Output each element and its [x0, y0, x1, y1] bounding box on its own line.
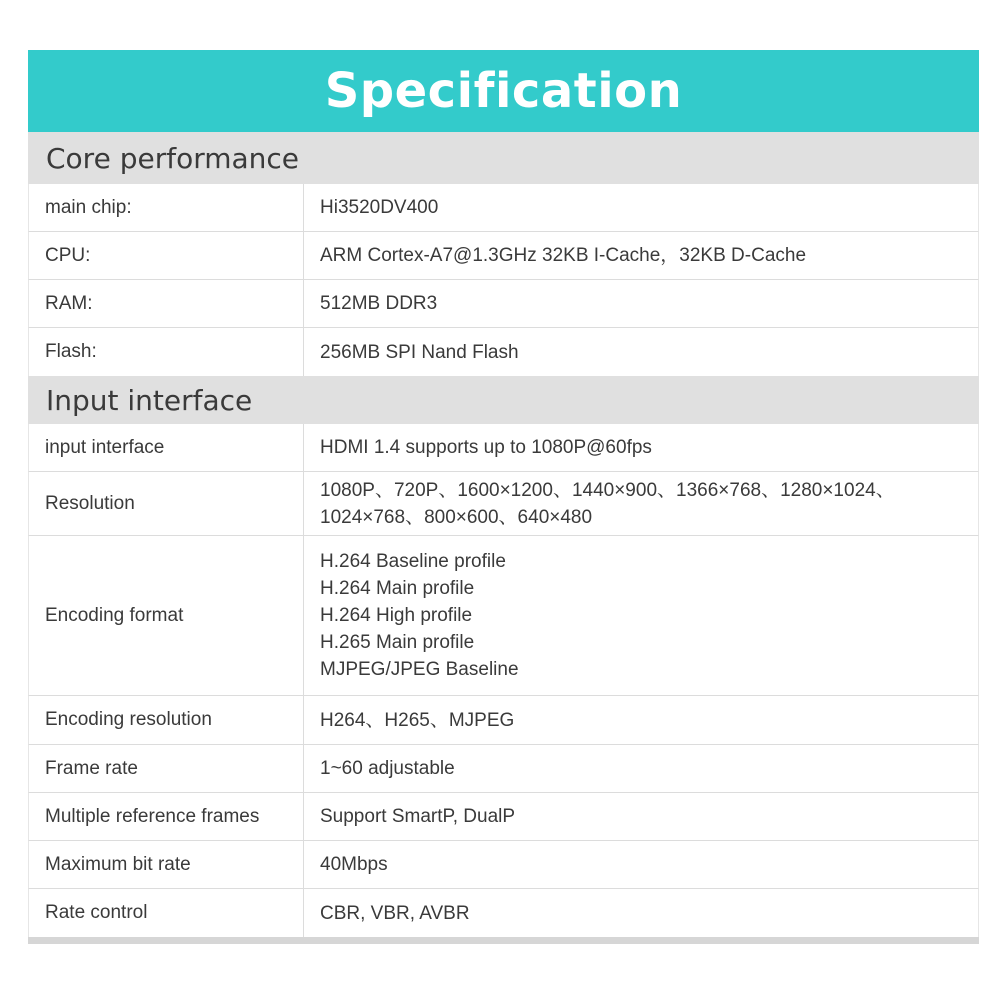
spec-value-line: 40Mbps	[320, 854, 388, 875]
spec-label: Encoding format	[29, 536, 304, 695]
spec-row	[28, 536, 979, 696]
spec-value-line: ARM Cortex-A7@1.3GHz 32KB I-Cache，32KB D-Cache	[320, 245, 807, 266]
page-title: Specification	[324, 63, 683, 119]
spec-row	[28, 232, 979, 280]
spec-value-line: H.264 Baseline profile	[320, 551, 506, 572]
spec-value-line: Hi3520DV400	[320, 197, 439, 218]
spec-label: main chip:	[29, 184, 304, 231]
spec-value-line: 256MB SPI Nand Flash	[320, 341, 519, 363]
spec-row	[28, 793, 979, 841]
spec-value-line: H.264 Main profile	[320, 578, 475, 599]
spec-value	[304, 232, 978, 279]
spec-row	[28, 424, 979, 472]
spec-value-line: CBR, VBR, AVBR	[320, 902, 470, 924]
spec-row	[28, 889, 979, 937]
title-banner	[28, 50, 979, 132]
spec-label: RAM:	[29, 280, 304, 327]
spec-value	[304, 745, 978, 792]
spec-sheet	[28, 50, 979, 944]
spec-value-line: H264、H265、MJPEG	[320, 709, 515, 731]
spec-value-line: 1080P、720P、1600×1200、1440×900、1366×768、1280×1024、	[320, 479, 895, 501]
spec-row	[28, 328, 979, 376]
spec-value	[304, 536, 978, 695]
spec-label: input interface	[29, 424, 304, 471]
spec-value-line: HDMI 1.4 supports up to 1080P@60fps	[320, 437, 652, 458]
spec-label: Multiple reference frames	[29, 793, 304, 840]
spec-row	[28, 841, 979, 889]
spec-row	[28, 745, 979, 793]
spec-value	[304, 280, 978, 327]
spec-label: Flash:	[29, 328, 304, 376]
spec-label: Rate control	[29, 889, 304, 937]
spec-label: CPU:	[29, 232, 304, 279]
spec-label: Encoding resolution	[29, 696, 304, 744]
spec-value-line: H.264 High profile	[320, 605, 473, 626]
spec-value-line: 1~60 adjustable	[320, 758, 455, 779]
spec-value	[304, 472, 978, 535]
spec-value	[304, 841, 978, 888]
table-bottom-bar	[28, 937, 979, 944]
spec-value	[304, 793, 978, 840]
spec-value	[304, 696, 978, 744]
spec-value-line: MJPEG/JPEG Baseline	[320, 659, 519, 680]
spec-value	[304, 424, 978, 471]
spec-label: Resolution	[29, 472, 304, 535]
spec-value-line: Support SmartP, DualP	[320, 806, 516, 827]
section-header-core-performance: Core performance	[28, 132, 979, 184]
spec-value-line: H.265 Main profile	[320, 632, 475, 653]
spec-row	[28, 280, 979, 328]
spec-row	[28, 184, 979, 232]
spec-row	[28, 696, 979, 745]
spec-label: Frame rate	[29, 745, 304, 792]
spec-value	[304, 184, 978, 231]
spec-value-line: 1024×768、800×600、640×480	[320, 506, 593, 528]
spec-label: Maximum bit rate	[29, 841, 304, 888]
spec-value	[304, 889, 978, 937]
spec-row	[28, 472, 979, 536]
section-header-input-interface: Input interface	[28, 376, 979, 424]
spec-value-line: 512MB DDR3	[320, 293, 438, 314]
spec-value	[304, 328, 978, 376]
